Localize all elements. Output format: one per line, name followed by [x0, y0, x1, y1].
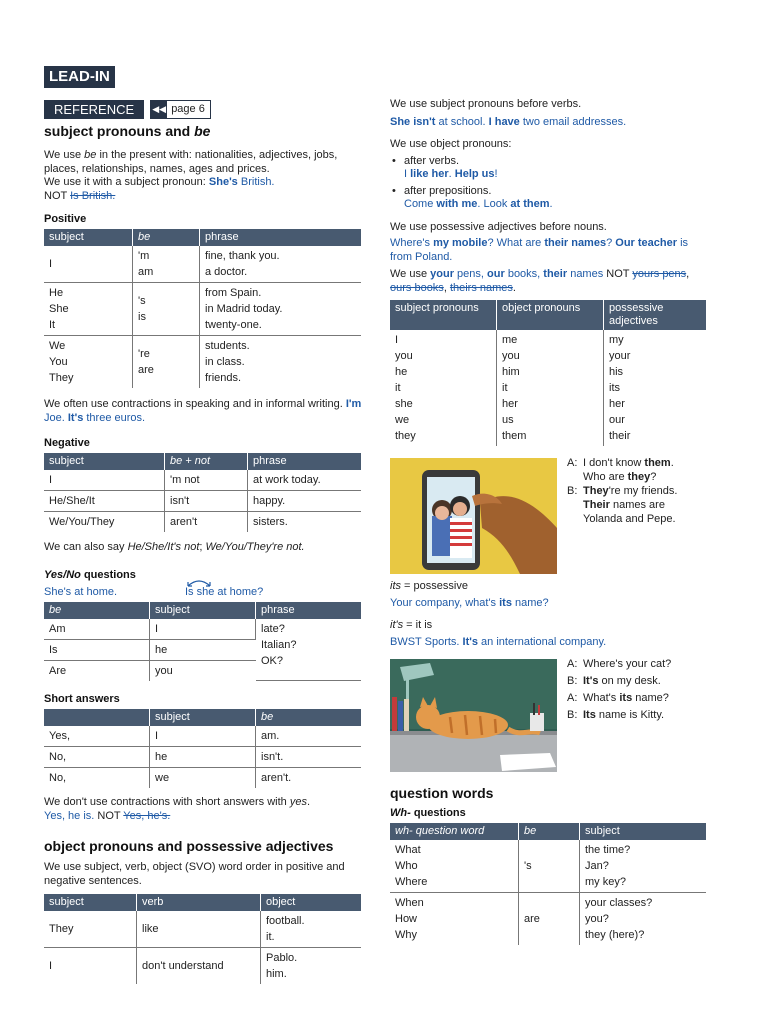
table-row: I you he it she we they me you him it her us them my your his its her our their [390, 330, 706, 446]
object-pronoun-list [390, 155, 708, 212]
question-words-title: question words [390, 785, 494, 801]
it-is-note: it's = it is [390, 619, 433, 631]
yesno-example-statement: She's at home. [44, 585, 118, 598]
col-header: object pronouns [497, 300, 604, 330]
list-item: • after prepositions. Come with me. Look at them. [390, 185, 708, 212]
col-header: be [256, 709, 362, 726]
dialog-one: A: I don't know them. Who are they? B: They're my friends. Their names are Yolanda and Pepe. [567, 457, 678, 525]
table-row: No, we aren't. [44, 768, 361, 789]
table-row: Is he [44, 639, 361, 660]
reference-label: REFERENCE [44, 100, 144, 119]
col-header: subject [44, 229, 133, 246]
yesno-examples [44, 581, 362, 599]
page-reference-link[interactable] [150, 100, 211, 119]
yesno-table [44, 602, 361, 682]
table-row: They like football. it. [44, 911, 361, 948]
table-row: Am I late? Italian? OK? [44, 619, 361, 640]
col-header: subject pronouns [390, 300, 497, 330]
col-header: wh- question word [390, 823, 519, 840]
col-header: subject [580, 823, 707, 840]
list-item: • after verbs. I like her. Help us! [390, 155, 708, 182]
short-answers-example: Yes, he is. NOT Yes, he's. [44, 809, 171, 822]
table-row: I don't understand Pablo. him. [44, 948, 361, 985]
positive-heading: Positive [44, 213, 87, 225]
object-pronoun-note: We use object pronouns: [390, 138, 512, 150]
possessive-example: Where's my mobile? What are their names? Our teacher is from Poland. [390, 237, 689, 263]
object-pronouns-title: object pronouns and possessive adjectives [44, 838, 334, 854]
subject-pronoun-note: We use subject pronouns before verbs. [390, 98, 582, 110]
table-row: Yes, I am. [44, 726, 361, 747]
svo-note: We use subject, verb, object (SVO) word order in positive and negative sentences. [44, 861, 345, 887]
col-header: be [44, 602, 150, 619]
contractions-note: We often use contractions in speaking and in informal writing. I'm Joe. It's three euros. [44, 398, 362, 424]
col-header: subject [150, 602, 256, 619]
question-words-section [390, 785, 708, 945]
col-header: object [261, 894, 362, 911]
possessive-not-note: We use your pens, our books, their names NOT yours pens, ours books, theirs names. [390, 268, 690, 294]
intro-be: We use be in the present with: nationalities, adjectives, jobs, places, relationships, names, ages and prices. [44, 149, 338, 175]
table-row: I 'm am fine, thank you. a doctor. [44, 246, 361, 283]
subject-pronoun-example: She isn't at school. I have two email addresses. [390, 115, 627, 128]
table-row: We You They 're are students. in class. friends. [44, 336, 361, 389]
table-row: Are you [44, 660, 361, 681]
reference-bar [44, 100, 211, 119]
col-header: phrase [200, 229, 362, 246]
table-row: We/You/They aren't sisters. [44, 512, 361, 533]
its-example: Your company, what's its name? [390, 596, 549, 609]
short-answers-table [44, 709, 361, 788]
col-header [44, 709, 150, 726]
possessive-note: We use possessive adjectives before nouns. [390, 220, 607, 233]
table-row: What Who Where 's the time? Jan? my key? [390, 840, 706, 893]
table-row: He She It 's is from Spain. in Madrid today. twenty-one. [44, 283, 361, 336]
col-header: be [133, 229, 200, 246]
yesno-heading: Yes/No questions [44, 568, 136, 581]
short-answers-note: We don't use contractions with short answers with yes. [44, 796, 311, 808]
intro-not: NOT Is British. [44, 189, 116, 202]
col-header: subject [150, 709, 256, 726]
positive-table [44, 229, 361, 388]
col-header: be [519, 823, 580, 840]
dialog-two: A: Where's your cat? B: It's on my desk. A: What's its name? B: Its name is Kitty. [567, 658, 672, 721]
pronoun-table [390, 300, 706, 446]
intro-subject-pronoun: We use it with a subject pronoun: She's British. [44, 176, 275, 188]
cat-desk-illustration [390, 659, 557, 772]
its-notes [390, 580, 708, 649]
col-header: possessive adjectives [604, 300, 707, 330]
its-possessive-note: its = possessive [390, 580, 468, 592]
col-header: phrase [256, 602, 362, 619]
negative-table [44, 453, 361, 532]
col-header: subject [44, 453, 165, 470]
right-column [390, 98, 708, 446]
left-column [44, 123, 362, 984]
table-row: When How Why are your classes? you? they (here)? [390, 893, 706, 946]
short-answers-heading: Short answers [44, 693, 120, 705]
svo-table [44, 894, 361, 984]
page-reference-text: page 6 [171, 103, 205, 115]
col-header: subject [44, 894, 137, 911]
col-header: verb [137, 894, 261, 911]
col-header: be + not [165, 453, 248, 470]
table-row: He/She/It isn't happy. [44, 491, 361, 512]
section-label: LEAD-IN [44, 66, 115, 88]
negative-heading: Negative [44, 437, 90, 449]
subject-pronouns-title: subject pronouns and be [44, 123, 211, 139]
phone-photo-illustration [390, 458, 557, 574]
wh-questions-heading: Wh- questions [390, 807, 466, 819]
table-row: I 'm not at work today. [44, 470, 361, 491]
yesno-example-question: Is she at home? [185, 585, 264, 598]
it-is-example: BWST Sports. It's an international company. [390, 635, 607, 648]
also-say-note: We can also say He/She/It's not; We/You/They're not. [44, 541, 305, 553]
wh-questions-table [390, 823, 706, 945]
table-row: No, he isn't. [44, 747, 361, 768]
col-header: phrase [248, 453, 362, 470]
rewind-icon: ◀◀ [151, 101, 167, 118]
